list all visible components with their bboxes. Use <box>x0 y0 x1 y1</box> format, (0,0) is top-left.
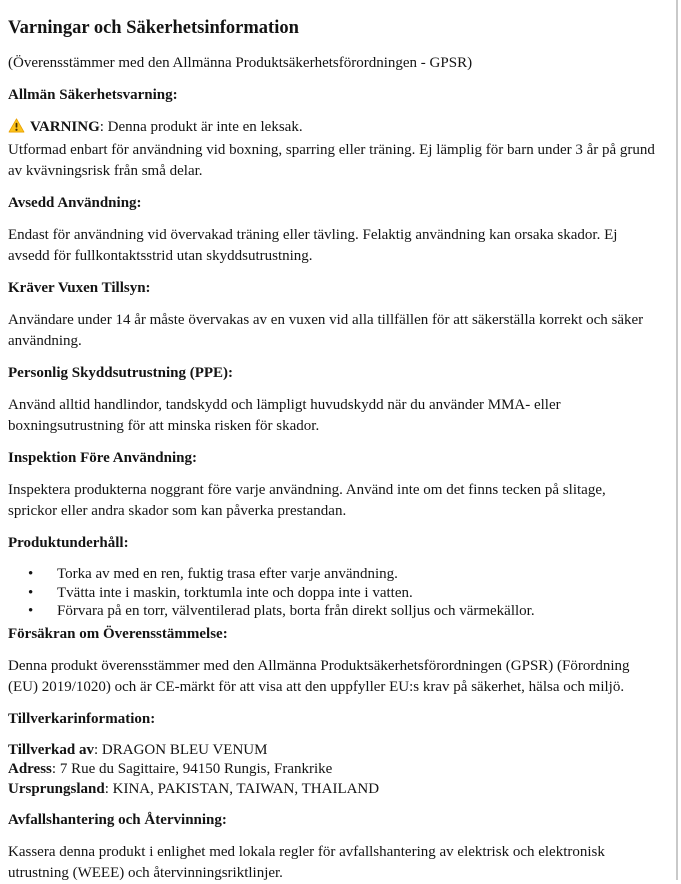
manufacturer-info <box>8 741 656 800</box>
section-body: Denna produkt överensstämmer med den Allmänna Produktsäkerhetsförordningen (GPSR) (Förordning (EU) 2019/1020) och är CE-märkt för att visa att den uppfyller EU:s krav på säkerhet, hälsa och miljö. <box>8 657 630 695</box>
section-general-warning <box>8 85 656 182</box>
section-heading: Allmän Säkerhetsvarning: <box>8 87 178 103</box>
maintenance-list <box>8 565 656 621</box>
section-heading: Produktunderhåll: <box>8 535 129 551</box>
section-adult-supervision <box>8 278 656 352</box>
warning-triangle-icon <box>8 118 25 140</box>
section-body: Användare under 14 år måste övervakas av en vuxen vid alla tillfällen för att säkerställa korrekt och säker användning. <box>8 312 644 349</box>
warning-label: VARNING <box>30 119 100 135</box>
manufacturer-row-value: : KINA, PAKISTAN, TAIWAN, THAILAND <box>104 780 380 797</box>
list-item: • Tvätta inte i maskin, torktumla inte och doppa inte i vatten. <box>8 584 656 603</box>
section-heading: Inspektion Före Användning: <box>8 450 197 466</box>
section-conformity <box>8 624 656 698</box>
manufacturer-row <box>8 741 656 761</box>
warning-body-text: Utformad enbart för användning vid boxning, sparring eller träning. Ej lämplig för barn under 3 år på grund av kvävningsrisk från små delar. <box>8 142 655 179</box>
section-ppe <box>8 363 656 437</box>
section-heading: Tillverkarinformation: <box>8 710 156 727</box>
section-heading: Avsedd Användning: <box>8 195 142 211</box>
page-right-edge-divider <box>676 0 678 880</box>
manufacturer-row-value: : DRAGON BLEU VENUM <box>94 741 268 758</box>
section-heading: Kräver Vuxen Tillsyn: <box>8 280 151 296</box>
section-maintenance <box>8 533 656 621</box>
section-heading: Försäkran om Överensstämmelse: <box>8 625 228 642</box>
section-heading: Personlig Skyddsutrustning (PPE): <box>8 365 234 381</box>
section-intended-use <box>8 193 656 267</box>
section-manufacturer <box>8 709 656 800</box>
warning-sentence: : Denna produkt är inte en leksak. <box>99 119 303 135</box>
manufacturer-row-label: Ursprungsland <box>8 780 105 797</box>
warning-paragraph <box>8 117 656 182</box>
section-inspection <box>8 448 656 522</box>
manufacturer-row <box>8 780 656 800</box>
manufacturer-row-value: : 7 Rue du Sagittaire, 94150 Rungis, Frankrike <box>51 761 333 777</box>
section-disposal <box>8 810 656 884</box>
section-heading: Avfallshantering och Återvinning: <box>8 812 227 828</box>
list-item: • Förvara på en torr, välventilerad plats, borta från direkt solljus och värmekällor. <box>8 602 656 621</box>
gpsr-subtitle: (Överensstämmer med den Allmänna Produktsäkerhetsförordningen - GPSR) <box>8 55 473 71</box>
page-title: Varningar och Säkerhetsinformation <box>8 18 299 38</box>
section-body: Endast för användning vid övervakad träning eller tävling. Felaktig användning kan orsaka skador. Ej avsedd för fullkontaktsstrid utan skyddsutrustning. <box>8 227 618 264</box>
list-item: • Torka av med en ren, fuktig trasa efter varje användning. <box>8 565 656 584</box>
section-body: Inspektera produkterna noggrant före varje användning. Använd inte om det finns tecken på slitage, sprickor eller andra skador som kan påverka prestandan. <box>8 482 606 519</box>
manufacturer-row <box>8 760 656 780</box>
manufacturer-row-label: Adress <box>8 761 52 777</box>
section-body: Använd alltid handlindor, tandskydd och lämpligt huvudskydd när du använder MMA- eller boxningsutrustning för att minska risken för skador. <box>8 397 561 434</box>
manufacturer-row-label: Tillverkad av <box>8 741 94 758</box>
section-body: Kassera denna produkt i enlighet med lokala regler för avfallshantering av elektrisk och elektronisk utrustning (WEEE) och återvinningsriktlinjer. <box>8 844 605 881</box>
